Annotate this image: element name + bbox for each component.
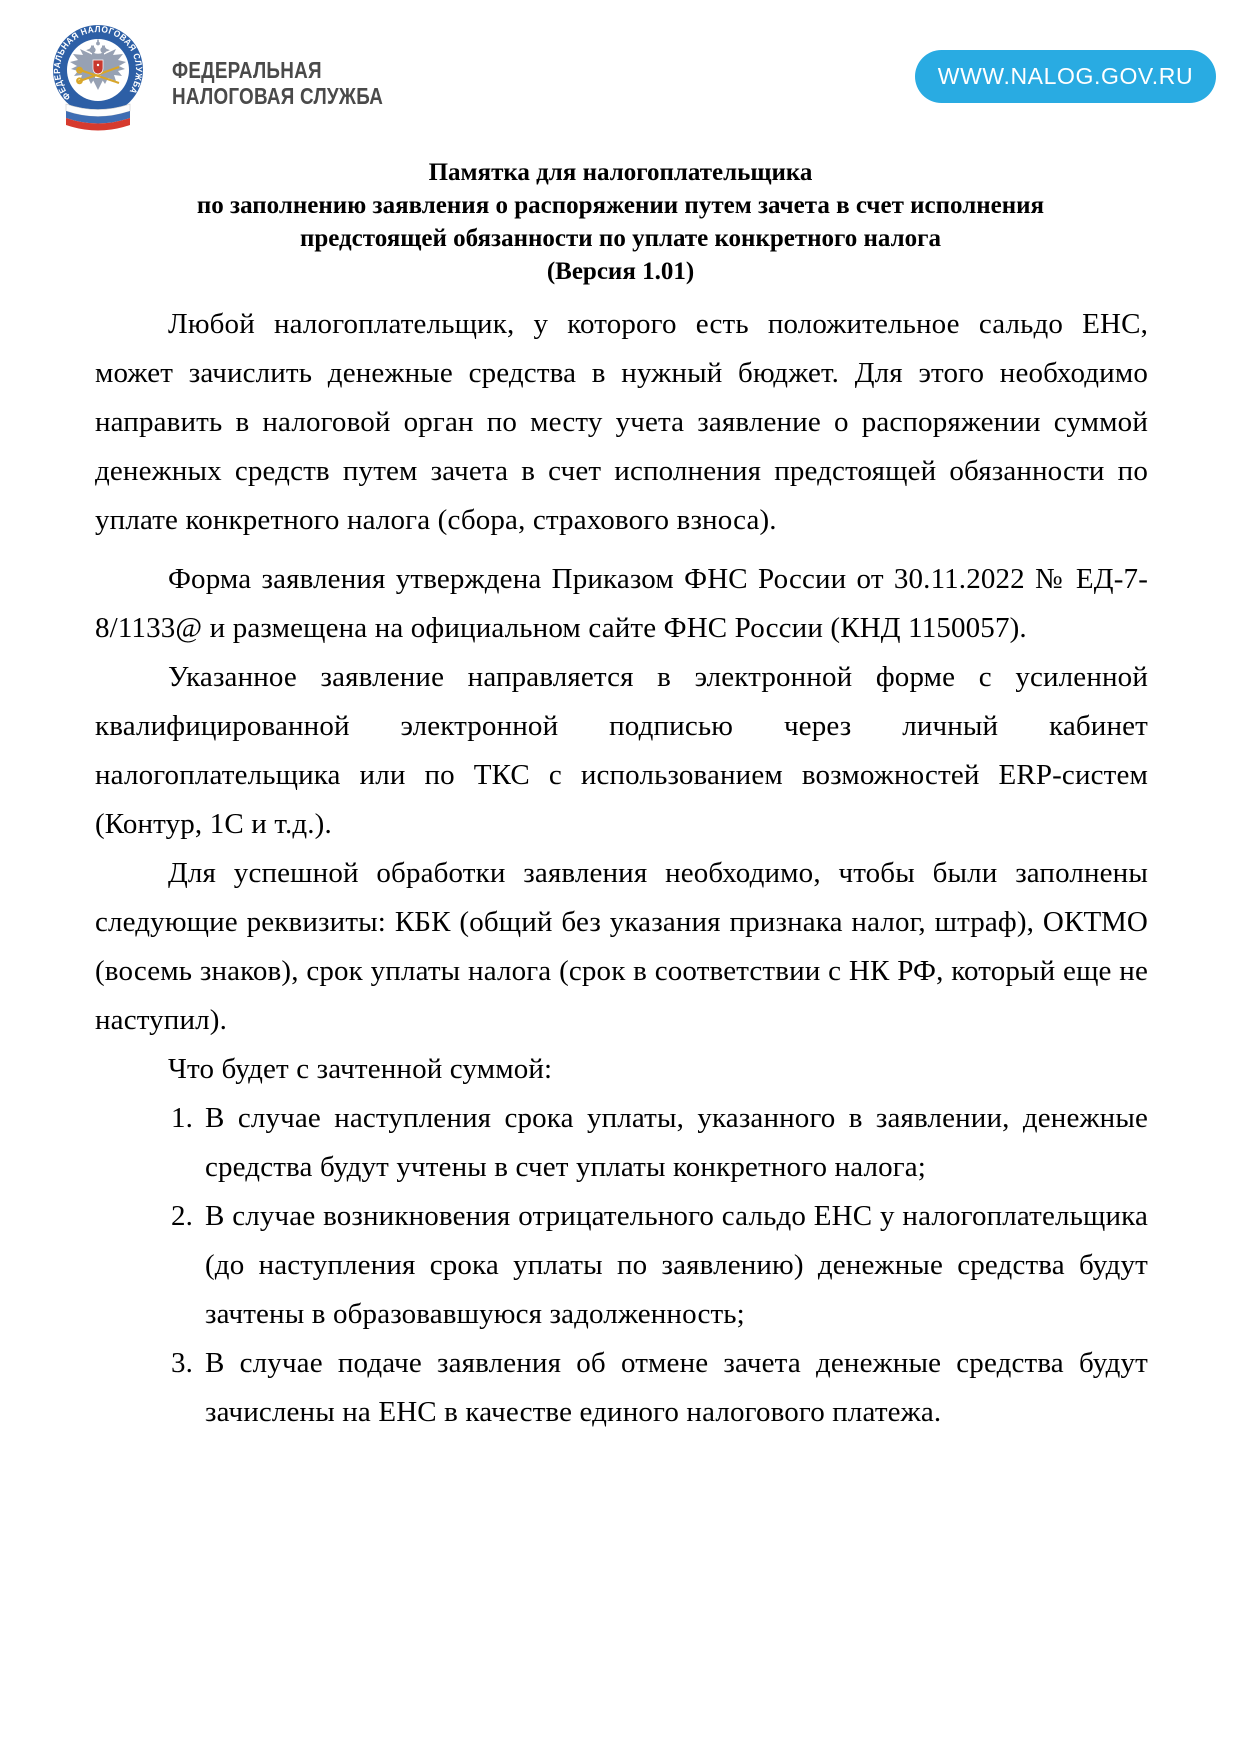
document-header <box>0 0 1241 150</box>
list-item-number: 1. <box>171 1102 194 1134</box>
body-paragraph-2: Форма заявления утверждена Приказом ФНС России от 30.11.2022 № ЕД-7-8/1133@ и размещена на официальном сайте ФНС России (КНД 1150057). <box>95 563 1148 644</box>
shield-icon <box>93 60 103 74</box>
numbered-list <box>95 1094 1148 1437</box>
body-paragraph-1: Любой налогоплательщик, у которого есть положительное сальдо ЕНС, может зачислить денежные средства в нужный бюджет. Для этого необходимо направить в налоговой орган по месту учета заявление о распоряжении суммой денежных средств путем зачета в счет исполнения предстоящей обязанности по уплате конкретного налога (сбора, страхового взноса). <box>95 308 1148 536</box>
list-item-text: В случае подаче заявления об отмене зачета денежные средства будут зачислены на ЕНС в качестве единого налогового платежа. <box>205 1347 1148 1428</box>
body-paragraph-3: Указанное заявление направляется в электронной форме с усиленной квалифицированной электронной подписью через личный кабинет налогоплательщика или по ТКС с использованием возможностей ERP-систем (Контур, 1С и т.д.). <box>95 661 1148 840</box>
list-intro: Что будет с зачтенной суммой: <box>168 1053 553 1085</box>
emblem-ring-text: ФЕДЕРАЛЬНАЯ НАЛОГОВАЯ СЛУЖБА <box>51 24 145 103</box>
list-item <box>171 1094 1148 1192</box>
document-body <box>95 300 1148 1437</box>
list-item-text: В случае возникновения отрицательного сальдо ЕНС у налогоплательщика (до наступления срока уплаты по заявлению) денежные средства будут зачтены в образовавшуюся задолженность; <box>205 1200 1148 1330</box>
body-paragraph-4: Для успешной обработки заявления необходимо, чтобы были заполнены следующие реквизиты: КБК (общий без указания признака налог, штраф), ОКТМО (восемь знаков), срок уплаты налога (срок в соответствии с НК РФ, который еще не наступил). <box>95 857 1148 1036</box>
title-line-2: по заполнению заявления о распоряжении путем зачета в счет исполнения <box>196 192 1045 219</box>
title-line-1: Памятка для налогоплательщика <box>428 159 813 186</box>
list-item-number: 2. <box>171 1200 194 1232</box>
fns-logo-icon <box>46 22 150 136</box>
list-item <box>171 1339 1148 1437</box>
title-line-3: предстоящей обязанности по уплате конкретного налога <box>299 225 942 252</box>
list-item <box>171 1192 1148 1339</box>
list-item-text: В случае наступления срока уплаты, указанного в заявлении, денежные средства будут учтены в счет уплаты конкретного налога; <box>205 1102 1148 1183</box>
title-line-4: (Версия 1.01) <box>546 258 695 285</box>
list-item-number: 3. <box>171 1347 194 1379</box>
org-name-line1: ФЕДЕРАЛЬНАЯ <box>172 57 322 83</box>
site-url-badge[interactable]: WWW.NALOG.GOV.RU <box>915 50 1216 103</box>
org-name <box>172 57 383 109</box>
org-name-line2: НАЛОГОВАЯ СЛУЖБА <box>172 83 384 109</box>
